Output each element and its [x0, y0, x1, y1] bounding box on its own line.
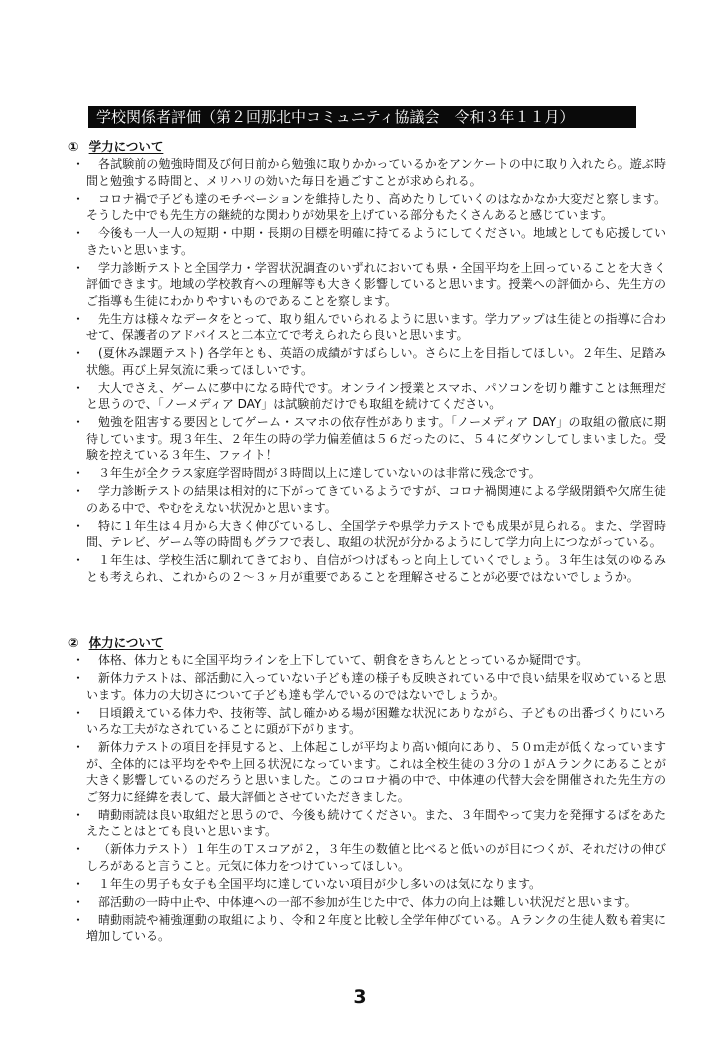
- comment-text: 新体力テストの項目を拝見すると、上体起こしが平均より高い傾向にあり、５０ｍ走が低くなっていますが、全体的には平均をやや上回る状況になっています。これは全校生徒の３分の１がＡランクにあることが大きく影響しているのだろうと思いました。このコロナ禍の中で、中体連の代替大会を開催された先生方のご努力に経緯を表して、最大評価とさせていただきました。: [86, 740, 666, 804]
- comment-text: (夏休み課題テスト) 各学年とも、英語の成績がすばらしい。さらに上を目指してほしい。２年生、足踏み状態。再び上昇気流に乗ってほしいです。: [86, 346, 666, 377]
- bullet-icon: ・: [72, 842, 85, 856]
- comment-text: 大人でさえ、ゲームに夢中になる時代です。オンライン授業とスマホ、パソコンを切り離すことは無理だと思うので、「ノーメディア DAY」は試験前だけでも取組を続けてください。: [86, 380, 666, 411]
- comment-list-academic: [66, 156, 666, 585]
- comment-text: 勉強を阻害する要因としてゲーム・スマホの依存性があります。「ノーメディア DAY」の取組の徹底に期待しています。現３年生、２年生の時の学力偏差値は５６だったのに、５４にダウンしてしまいました。受験を控えている３年生、ファイト！: [86, 415, 666, 462]
- bullet-icon: ・: [72, 553, 85, 567]
- comment-text: コロナ禍で子ども達のモチベーションを維持したり、高めたりしていくのはなかなか大変だと察します。そうした中でも先生方の継続的な関わりが効果を上げている部分もたくさんあると感じています。: [86, 191, 666, 222]
- list-item: [66, 705, 666, 738]
- section-physical: [66, 634, 666, 946]
- list-item: [66, 894, 666, 911]
- bullet-icon: ・: [72, 191, 85, 206]
- comment-text: １年生は、学校生活に馴れてきており、自信がつけばもっと向上していくでしょう。３年生は気のゆるみとも考えられ、これからの２～３ヶ月が重要であることを理解させることが必要ではないでしょうか。: [86, 553, 666, 584]
- comment-text: 体格、体力ともに全国平均ラインを上下していて、朝食をきちんととっているか疑問です。: [98, 653, 589, 667]
- bullet-icon: ・: [72, 876, 85, 891]
- list-item: [66, 345, 666, 378]
- bullet-icon: ・: [72, 484, 85, 498]
- comment-text: 各試験前の勉強時間及び何日前から勉強に取りかかっているかをアンケートの中に取り入れたら。遊ぶ時間と勉強する時間と、メリハリの効いた毎日を過ごすことが求められる。: [86, 157, 666, 188]
- section-heading-physical: [68, 634, 666, 651]
- list-item: [66, 465, 666, 482]
- list-item: [66, 483, 666, 516]
- list-item: [66, 380, 666, 413]
- bullet-icon: ・: [72, 157, 85, 171]
- section-academic: [66, 138, 666, 587]
- list-item: [66, 739, 666, 805]
- comment-text: 先生方は様々なデータをとって、取り組んでいられるように思います。学力アップは生徒との指導に合わせて、保護者のアドバイスと二本立てで考えられたら良いと思います。: [86, 311, 666, 342]
- comment-text: 特に１年生は４月から大きく伸びているし、全国学テや県学力テストでも成果が見られる。また、学習時間、テレビ、ゲーム等の時間もグラフで表し、取組の状況が分かるようにして学力向上につながっている。: [86, 518, 666, 549]
- bullet-icon: ・: [72, 346, 85, 360]
- comment-text: （新体力テスト）１年生のＴスコアが２，３年生の数値と比べると低いのが目につくが、それだけの伸びしろがあると言うこと。元気に体力をつけていってほしい。: [86, 842, 666, 873]
- list-item: [66, 191, 666, 224]
- bullet-icon: ・: [72, 740, 85, 754]
- bullet-icon: ・: [72, 260, 85, 275]
- comment-text: 日頃鍛えている体力や、技術等、試し確かめる場が困難な状況にありながら、子どもの出番づくりにいろいろな工夫がなされていることに頭が下がります。: [86, 705, 666, 736]
- list-item: [66, 912, 666, 945]
- bullet-icon: ・: [72, 705, 85, 720]
- comment-text: 部活動の一時中止や、中体連への一部不参加が生じた中で、体力の向上は難しい状況だと思います。: [98, 894, 637, 909]
- section-label: 学力について: [88, 139, 164, 154]
- bullet-icon: ・: [72, 226, 85, 240]
- bullet-icon: ・: [72, 518, 85, 533]
- comment-text: 晴動雨読や補強運動の取組により、令和２年度と比較し全学年伸びている。Ａランクの生徒人数も着実に増加している。: [86, 912, 666, 943]
- bullet-icon: ・: [72, 912, 85, 927]
- list-item: [66, 414, 666, 464]
- list-item: [66, 652, 666, 669]
- list-item: [66, 311, 666, 344]
- page-title: 学校関係者評価（第２回那北中コミュニティ協議会 令和３年１１月）: [88, 106, 636, 128]
- list-item: [66, 670, 666, 703]
- section-heading-academic: [68, 138, 666, 155]
- bullet-icon: ・: [72, 466, 85, 480]
- list-item: [66, 807, 666, 840]
- section-label: 体力について: [88, 635, 164, 650]
- list-item: [66, 225, 666, 258]
- bullet-icon: ・: [72, 653, 85, 667]
- list-item: [66, 841, 666, 874]
- comment-text: 学力診断テストの結果は相対的に下がってきているようですが、コロナ禍関連による学級閉鎖や欠席生徒のある中で、やむをえない状況かと思います。: [86, 484, 666, 515]
- comment-list-physical: [66, 652, 666, 945]
- bullet-icon: ・: [72, 671, 85, 685]
- bullet-icon: ・: [72, 311, 85, 326]
- list-item: [66, 156, 666, 189]
- comment-text: ３年生が全クラス家庭学習時間が３時間以上に達していないのは非常に残念です。: [98, 466, 541, 480]
- bullet-icon: ・: [72, 807, 85, 822]
- bullet-icon: ・: [72, 894, 85, 909]
- section-number: ①: [68, 139, 79, 154]
- page-number: 3: [353, 986, 367, 1008]
- bullet-icon: ・: [72, 415, 85, 429]
- comment-text: 晴動雨読は良い取組だと思うので、今後も続けてください。また、３年間やって実力を発揮するばをあたえたことはとても良いと思います。: [86, 807, 666, 838]
- comment-text: 今後も一人一人の短期・中期・長期の目標を明確に持てるようにしてください。地域としても応援していきたいと思います。: [86, 226, 666, 257]
- section-number: ②: [68, 635, 79, 650]
- comment-text: 学力診断テストと全国学力・学習状況調査のいずれにおいても県・全国平均を上回っていることを大きく評価できます。地域の学校教育への理解等も大きく影響していると思います。授業への評価から、先生方のご指導も生徒にわかりやすいものであることを察します。: [86, 260, 666, 308]
- comment-text: １年生の男子も女子も全国平均に達していない項目が少し多いのは気になります。: [98, 876, 542, 891]
- comment-text: 新体力テストは、部活動に入っていない子ども達の様子も反映されている中で良い結果を収めていると思います。体力の大切さについて子ども達も学んでいるのではないでしょうか。: [86, 671, 666, 702]
- list-item: [66, 552, 666, 585]
- list-item: [66, 260, 666, 310]
- bullet-icon: ・: [72, 380, 85, 395]
- list-item: [66, 518, 666, 551]
- list-item: [66, 876, 666, 893]
